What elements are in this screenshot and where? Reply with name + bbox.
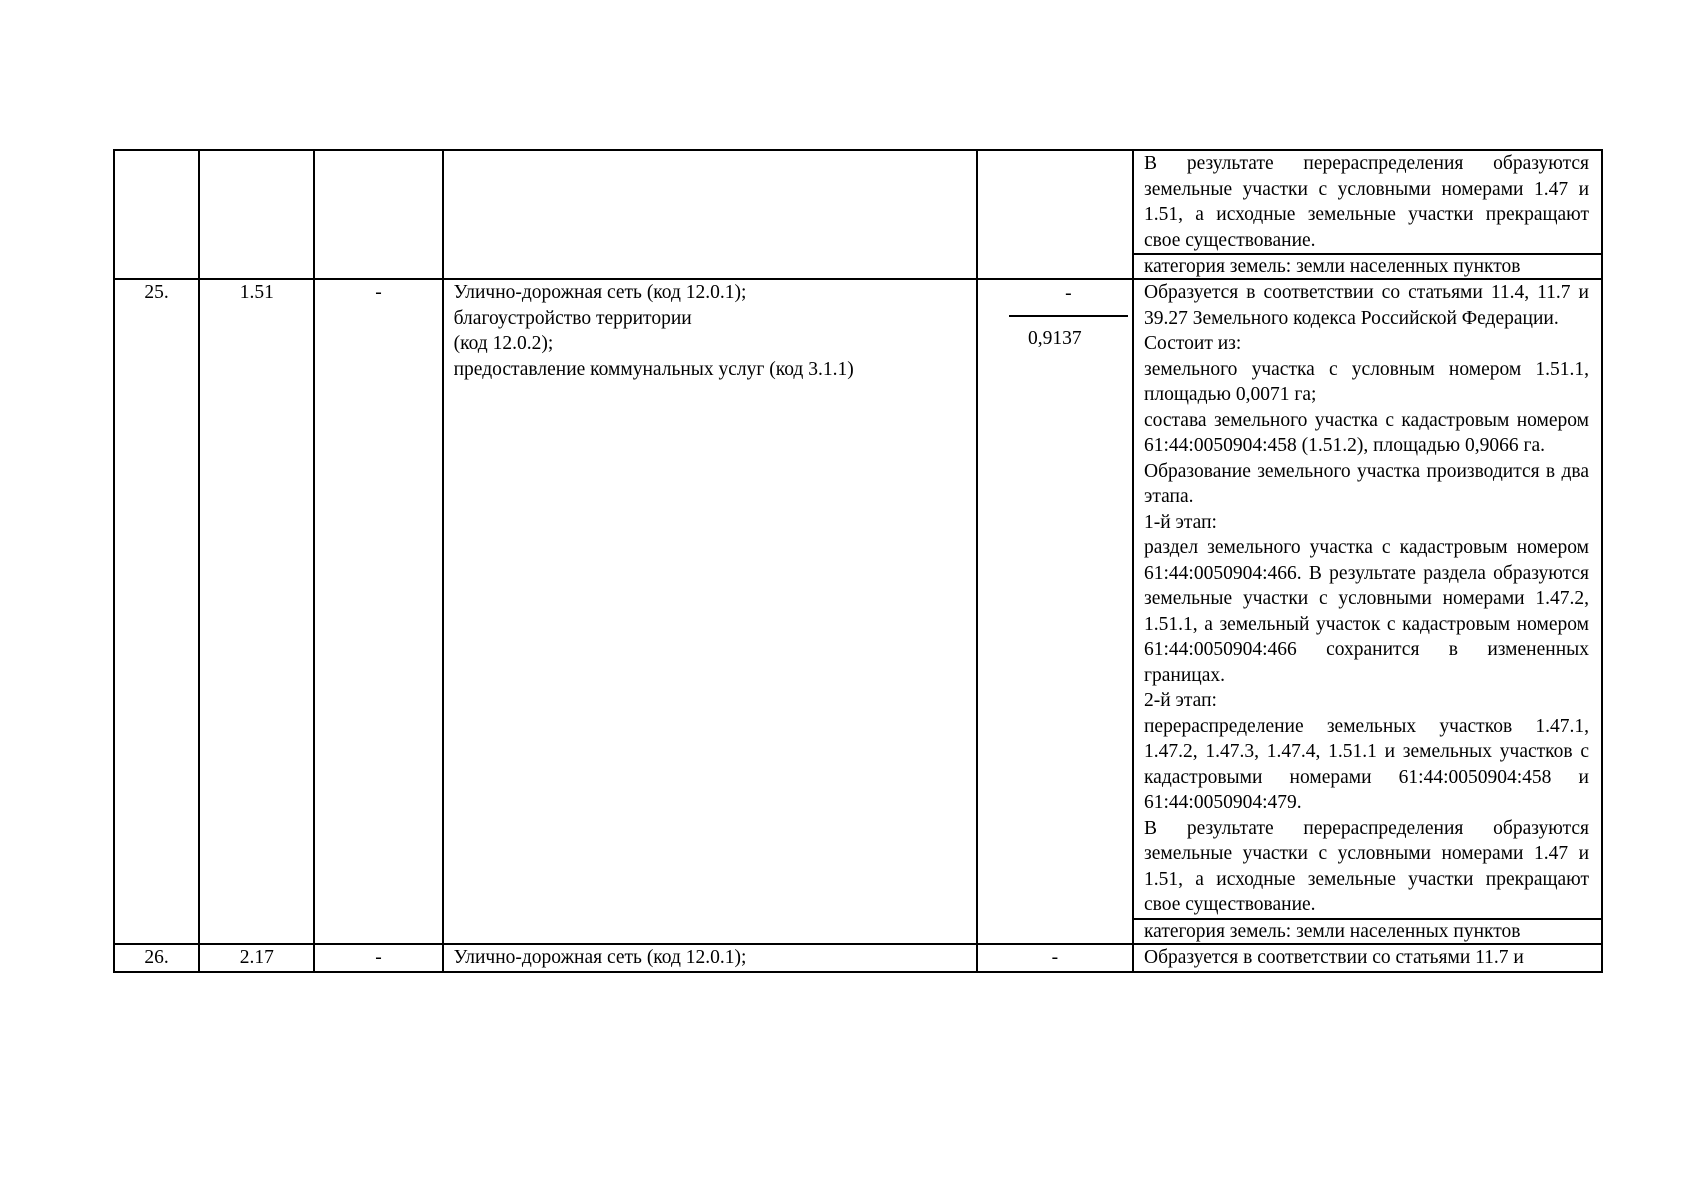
formation-note-text xyxy=(1134,151,1601,253)
formation-note-text xyxy=(1134,280,1601,918)
area-existing: - xyxy=(1009,280,1128,317)
permitted-use-cell xyxy=(443,150,977,279)
land-category: категория земель: земли населенных пунктов xyxy=(1134,918,1601,943)
land-category: категория земель: земли населенных пунктов xyxy=(1134,253,1601,278)
formation-note-text xyxy=(1134,945,1601,971)
note-paragraph: В результате перераспределения образуются земельные участки с условными номерами 1.47 и 1.51, а исходные земельные участки прекращают свое существование. xyxy=(1144,153,1589,251)
note-paragraph: земельного участка с условным номером 1.51.1, площадью 0,0071 га; xyxy=(1144,358,1589,405)
formation-note-cell xyxy=(1133,279,1602,944)
note-paragraph: Состоит из: xyxy=(1144,333,1242,354)
formation-note-cell xyxy=(1133,944,1602,972)
area-cell xyxy=(977,279,1133,944)
row-number-cell: 26. xyxy=(114,944,199,972)
note-paragraph: Образуется в соответствии со статьями 11.4, 11.7 и 39.27 Земельного кодекса Российской Федерации. xyxy=(1144,282,1589,329)
note-paragraph: 2-й этап: xyxy=(1144,690,1217,711)
table-row xyxy=(114,944,1602,972)
area-existing: - xyxy=(1051,946,1059,968)
permitted-use-line: благоустройство территории xyxy=(453,307,692,329)
land-plots-table xyxy=(113,149,1603,973)
note-paragraph: раздел земельного участка с кадастровым номером 61:44:0050904:466. В результате раздела образуются земельные участки с условными номерами 1.47.2, 1.51.1, а земельный участок с кадастровым номером 61:44:0050904:466 сохранится в измененных границах. xyxy=(1144,537,1589,686)
note-paragraph: 1-й этап: xyxy=(1144,511,1217,533)
note-paragraph: В результате перераспределения образуются земельные участки с условными номерами 1.47 и 1.51, а исходные земельные участки прекращают свое существование. xyxy=(1144,817,1589,915)
permitted-use-line: Улично-дорожная сеть (код 12.0.1); xyxy=(453,946,747,968)
note-paragraph: Образуется в соответствии со статьями 11.7 и xyxy=(1144,946,1524,968)
conditional-number-cell: 2.17 xyxy=(199,944,314,972)
conditional-number-cell: 1.51 xyxy=(199,279,314,944)
note-paragraph: перераспределение земельных участков 1.47.1, 1.47.2, 1.47.3, 1.47.4, 1.51.1 и земельных участков с кадастровыми номерами 61:44:0050904:458 и 61:44:0050904:479. xyxy=(1144,715,1589,813)
area-cell xyxy=(977,150,1133,279)
formation-note-cell xyxy=(1133,150,1602,279)
conditional-number-cell xyxy=(199,150,314,279)
permitted-use-line: предоставление коммунальных услуг (код 3.1.1) xyxy=(453,358,854,380)
cadastral-number-cell xyxy=(314,150,442,279)
permitted-use-line: Улично-дорожная сеть (код 12.0.1); xyxy=(453,282,747,303)
area-formed: 0,9137 xyxy=(1028,328,1082,349)
table-row xyxy=(114,150,1602,279)
note-paragraph: Образование земельного участка производится в два этапа. xyxy=(1144,460,1589,507)
permitted-use-cell xyxy=(443,944,977,972)
cadastral-number-cell: - xyxy=(314,944,442,972)
cadastral-number-cell: - xyxy=(314,279,442,944)
table-row xyxy=(114,279,1602,944)
row-number-cell xyxy=(114,150,199,279)
area-cell xyxy=(977,944,1133,972)
note-paragraph: состава земельного участка с кадастровым номером 61:44:0050904:458 (1.51.2), площадью 0,9066 га. xyxy=(1144,409,1589,456)
permitted-use-cell xyxy=(443,279,977,944)
land-plots-table-page xyxy=(113,149,1603,973)
permitted-use-line: (код 12.0.2); xyxy=(453,333,554,354)
row-number-cell: 25. xyxy=(114,279,199,944)
